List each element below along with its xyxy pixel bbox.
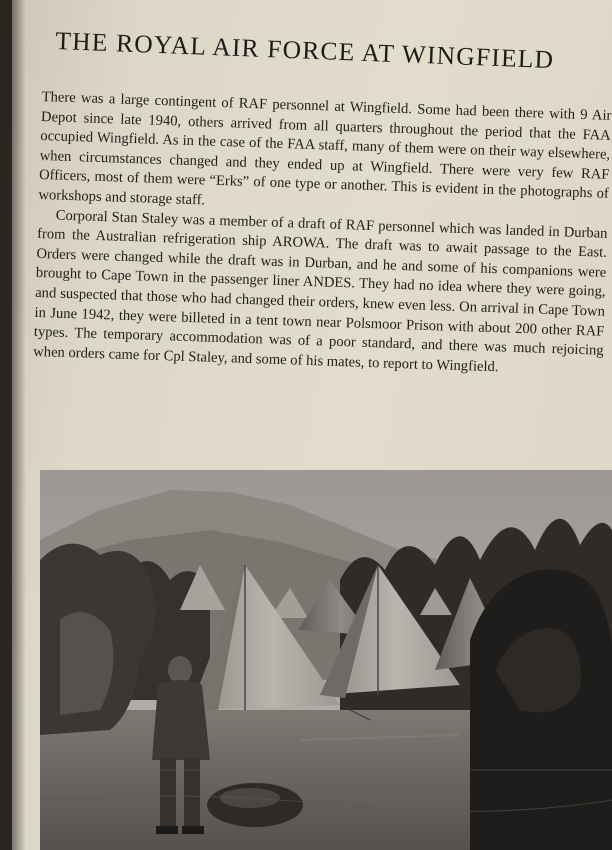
article-body [33,88,612,381]
paragraph-1: There was a large contingent of RAF personnel at Wingfield. Some had been there with 9 Air Depot since late 1940, others arrived from all quarters throughout the period that the FAA occupied Wingfield. As in the case of the FAA staff, many of them were on their way elsewhere, when circumstances changed and they ended up at Wingfield. There were very few RAF Officers, most of them were “Erks” of one type or another. This is evident in the photographs of workshops and storage staff. [38,88,612,209]
book-spine-shadow [12,0,26,850]
tent-camp-photograph [40,470,612,850]
page-title: THE ROYAL AIR FORCE AT WINGFIELD [54,26,555,75]
book-page [12,0,612,850]
paragraph-2: Corporal Stan Staley was a member of a draft of RAF personnel which was landed in Durban from the Australian refrigeration ship AROWA. The draft was to await passage to the East. Orders were changed while the draft was in Durban, and he and some of his companions were brought to Cape Town in the passenger liner ANDES. They had no idea where they were going, and suspected that those who had changed their orders, knew even less. On arrival in Cape Town in June 1942, they were billeted in a tent town near Polsmoor Prison with about 200 other RAF types. The temporary accommodation was of a poor standard, and there was much rejoicing when orders came for Cpl Staley, and some of his mates, to report to Wingfield. [32,207,608,376]
